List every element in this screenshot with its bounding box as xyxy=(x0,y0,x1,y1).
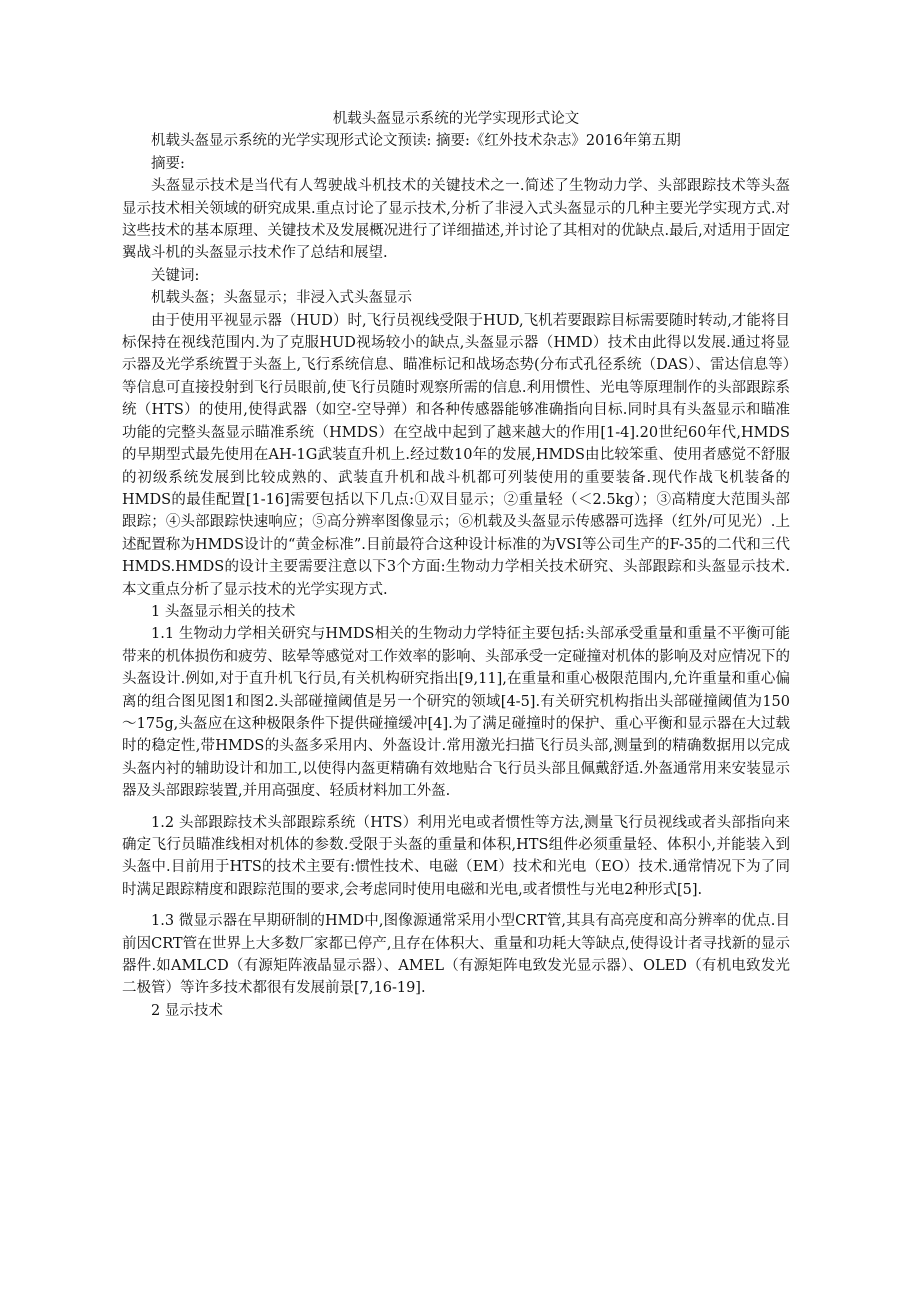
preview-line: 机载头盔显示系统的光学实现形式论文预读: 摘要:《红外技术杂志》2016年第五期 xyxy=(151,133,681,150)
section-1-2-paragraph: 1.2 头部跟踪技术头部跟踪系统（HTS）利用光电或者惯性等方法,测量飞行员视线或者头部指向来确定飞行员瞄准线相对机体的参数.受限于头盔的重量和体积,HTS组件必须重量轻、体积小,并能装入到头盔中.目前用于HTS的技术主要有:惯性技术、电磁（EM）技术和光电（EO）技术.通常情况下为了同时满足跟踪精度和跟踪范围的要求,会考虑同时使用电磁和光电,或者惯性与光电2种形式[5]. xyxy=(122,814,790,898)
abstract-body: 头盔显示技术是当代有人驾驶战斗机技术的关键技术之一.简述了生物动力学、头部跟踪技术等头盔显示技术相关领域的研究成果.重点讨论了显示技术,分析了非浸入式头盔显示的几种主要光学实现方式.对这些技术的基本原理、关键技术及发展概况进行了详细描述,并讨论了其相对的优缺点.最后,对适用于固定翼战斗机的头盔显示技术作了总结和展望. xyxy=(122,178,790,262)
section-heading-1: 1 头盔显示相关的技术 xyxy=(151,603,296,620)
keywords-body: 机载头盔；头盔显示；非浸入式头盔显示 xyxy=(151,290,412,307)
abstract-heading: 摘要: xyxy=(151,155,185,172)
intro-paragraph: 由于使用平视显示器（HUD）时,飞行员视线受限于HUD,飞机若要跟踪目标需要随时转动,才能将目标保持在视线范围内.为了克服HUD视场较小的缺点,头盔显示器（HMD）技术由此得以发展.通过将显示器及光学系统置于头盔上,飞行系统信息、瞄准标记和战场态势(分布式孔径系统（DAS）、雷达信息等）等信息可直接投射到飞行员眼前,使飞行员随时观察所需的信息.利用惯性、光电等原理制作的头部跟踪系统（HTS）的使用,使得武器（如空-空导弹）和各种传感器能够准确指向目标.同时具有头盔显示和瞄准功能的完整头盔显示瞄准系统（HMDS）在空战中起到了越来越大的作用[1-4].20世纪60年代,HMDS的早期型式最先使用在AH-1G武装直升机上.经过数10年的发展,HMDS由比较笨重、使用者感觉不舒服的初级系统发展到比较成熟的、武装直升机和战斗机都可列装使用的重要装备.现代作战飞机装备的HMDS的最佳配置[1-16]需要包括以下几点:①双目显示；②重量轻（＜2.5kg）；③高精度大范围头部跟踪；④头部跟踪快速响应；⑤高分辨率图像显示；⑥机载及头盔显示传感器可选择（红外/可见光）.上述配置称为HMDS设计的“黄金标准”.目前最符合这种设计标准的为VSI等公司生产的F-35的二代和三代HMDS.HMDS的设计主要需要注意以下3个方面:生物动力学相关技术研究、头部跟踪和头盔显示技术.本文重点分析了显示技术的光学实现方式. xyxy=(122,312,790,598)
keywords-heading: 关键词: xyxy=(151,267,200,284)
document-page xyxy=(122,108,790,1022)
section-1-3-paragraph: 1.3 微显示器在早期研制的HMD中,图像源通常采用小型CRT管,其具有高亮度和高分辨率的优点.目前因CRT管在世界上大多数厂家都已停产,且存在体积大、重量和功耗大等缺点,使得设计者寻找新的显示器件.如AMLCD（有源矩阵液晶显示器）、AMEL（有源矩阵电致发光显示器）、OLED（有机电致发光二极管）等许多技术都很有发展前景[7,16-19]. xyxy=(122,913,790,997)
section-1-1-paragraph: 1.1 生物动力学相关研究与HMDS相关的生物动力学特征主要包括:头部承受重量和重量不平衡可能带来的机体损伤和疲劳、眩晕等感觉对工作效率的影响、头部承受一定碰撞对机体的影响及对应情况下的头盔设计.例如,对于直升机飞行员,有关机构研究指出[9,11],在重量和重心极限范围内,允许重量和重心偏离的组合图见图1和图2.头部碰撞阈值是另一个研究的领域[4-5].有关研究机构指出头部碰撞阈值为150～175g,头盔应在这种极限条件下提供碰撞缓冲[4].为了满足碰撞时的保护、重心平衡和显示器在大过载时的稳定性,带HMDS的头盔多采用内、外盔设计.常用激光扫描飞行员头部,测量到的精确数据用以完成头盔内衬的辅助设计和加工,以使得内盔更精确有效地贴合飞行员头部且佩戴舒适.外盔通常用来安装显示器及头部跟踪装置,并用高强度、轻质材料加工外盔. xyxy=(122,626,790,800)
section-heading-2: 2 显示技术 xyxy=(151,1002,223,1019)
document-title: 机载头盔显示系统的光学实现形式论文 xyxy=(332,111,580,127)
